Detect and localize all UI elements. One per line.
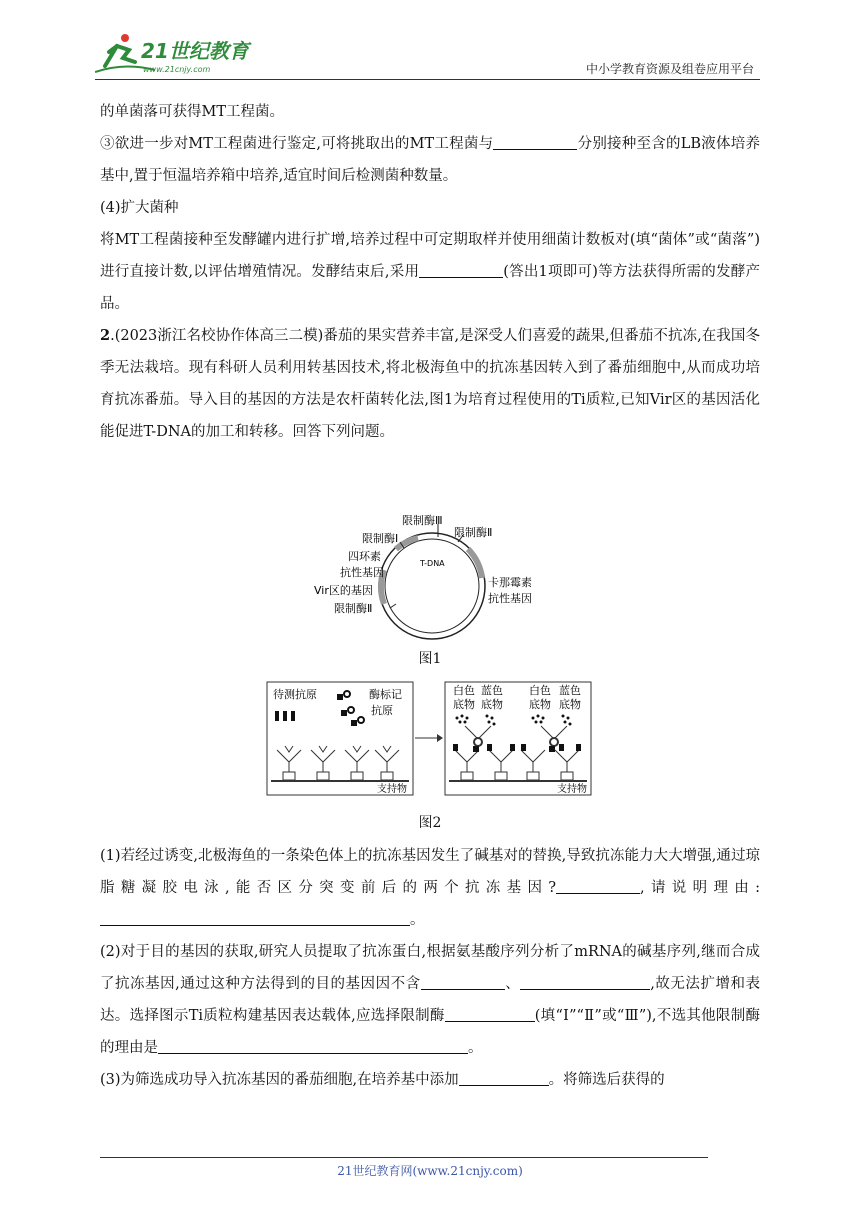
problem-number: 2 xyxy=(100,327,111,344)
figure-2-caption: 图2 xyxy=(418,815,442,831)
label-antigen: 待测抗原 xyxy=(273,688,317,701)
page-footer: 21世纪教育网(www.21cnjy.com) xyxy=(337,1164,523,1178)
answer-blank[interactable] xyxy=(445,1007,535,1023)
answer-blank[interactable] xyxy=(158,1039,468,1055)
answer-blank[interactable] xyxy=(421,975,505,991)
figure-2-elisa xyxy=(265,680,595,800)
label-enzyme-2-bottom: 限制酶Ⅱ xyxy=(334,602,373,615)
answer-blank[interactable] xyxy=(419,263,503,279)
question-4: 将MT工程菌接种至发酵罐内进行扩增,培养过程中可定期取样并使用细菌计数板对(填“菌体”或“菌落”)进行直接计数,以评估增殖情况。发酵结束后,采用 (答出1项即可)等方法获得所需的发酵产品。 xyxy=(100,232,760,312)
footer-divider xyxy=(100,1157,708,1158)
label-enzyme-tag-2: 抗原 xyxy=(371,704,393,717)
label-kanamycin-2: 抗性基因 xyxy=(488,592,532,605)
label-white-substrate-4: 底物 xyxy=(529,698,551,711)
label-white-substrate-2: 底物 xyxy=(453,698,475,711)
header-divider xyxy=(95,79,760,80)
label-tdna: T-DNA xyxy=(420,559,445,568)
kanamycin-region xyxy=(468,549,482,578)
label-enzyme-tag-1: 酶标记 xyxy=(369,688,402,701)
label-kanamycin-1: 卡那霉素 xyxy=(488,576,532,589)
page-header xyxy=(95,32,760,80)
label-tetracycline-1: 四环素 xyxy=(348,550,381,563)
answer-blank[interactable] xyxy=(100,911,410,927)
sub-question-2: (2)对于目的基因的获取,研究人员提取了抗冻蛋白,根据氨基酸序列分析了mRNA的碱基序列,继而合成了抗冻基因,通过这种方法得到的目的基因因不含 、 ,故无法扩增和表达。选择图示Ti质粒构建基因表达载体,应选择限制酶 (填“Ⅰ”“Ⅱ”或“Ⅲ”),不选其他限制酶的理由是 。 xyxy=(100,944,761,1056)
label-vir: Vir区的基因 xyxy=(314,584,373,597)
answer-blank[interactable] xyxy=(520,975,650,991)
sub-question-3: (3)为筛选成功导入抗冻基因的番茄细胞,在培养基中添加 。将筛选后获得的 xyxy=(100,1072,665,1088)
document-body xyxy=(100,96,760,448)
label-support-left: 支持物 xyxy=(377,784,407,795)
answer-blank[interactable] xyxy=(493,135,577,151)
question-3: ③欲进一步对MT工程菌进行鉴定,可将挑取出的MT工程菌与 分别接种至含的LB液体培养基中,置于恒温培养箱中培养,适宜时间后检测菌种数量。 xyxy=(100,136,760,184)
text-line: 的单菌落可获得MT工程菌。 xyxy=(100,104,285,120)
label-enzyme-3: 限制酶Ⅲ xyxy=(402,514,443,527)
label-blue-substrate-3: 蓝色 xyxy=(559,684,581,697)
figure-1-caption: 图1 xyxy=(418,651,442,667)
label-enzyme-1: 限制酶Ⅰ xyxy=(362,532,399,545)
logo-url: www.21cnjy.com xyxy=(143,65,211,74)
figure-1-ti-plasmid xyxy=(300,508,560,648)
platform-name: 中小学教育资源及组卷应用平台 xyxy=(585,62,754,76)
problem-2-stem: 2.(2023浙江名校协作体高三二模)番茄的果实营养丰富,是深受人们喜爱的蔬果,但番茄不抗冻,在我国冬季无法栽培。现有科研人员利用转基因技术,将北极海鱼中的抗冻基因转入到了番茄细胞中,从而成功培育抗冻番茄。导入目的基因的方法是农杆菌转化法,图1为培育过程使用的Ti质粒,已知Vir区的基因活化能促进T-DNA的加工和转移。回答下列问题。 xyxy=(100,327,761,440)
site-logo xyxy=(95,32,265,76)
logo-text: 21世纪教育 xyxy=(141,39,249,63)
label-blue-substrate-2: 底物 xyxy=(481,698,503,711)
answer-blank[interactable] xyxy=(459,1071,549,1087)
label-enzyme-2-top: 限制酶Ⅱ xyxy=(454,526,493,539)
label-blue-substrate-4: 底物 xyxy=(559,698,581,711)
problem-source: .(2023浙江名校协作体高三二模) xyxy=(110,328,324,344)
answer-blank[interactable] xyxy=(556,879,640,895)
sub-question-1: (1)若经过诱变,北极海鱼的一条染色体上的抗冻基因发生了碱基对的替换,导致抗冻能力大大增强,通过琼脂糖凝胶电泳,能否区分突变前后的两个抗冻基因? ,请说明理由:。 xyxy=(100,848,760,928)
label-blue-substrate-1: 蓝色 xyxy=(481,684,503,697)
sub-questions xyxy=(100,840,760,1096)
question-4-title: (4)扩大菌种 xyxy=(100,200,179,216)
tetracycline-region xyxy=(396,538,418,549)
label-white-substrate-3: 白色 xyxy=(529,684,551,697)
label-white-substrate-1: 白色 xyxy=(453,684,475,697)
label-tetracycline-2: 抗性基因 xyxy=(340,566,384,579)
label-support-right: 支持物 xyxy=(557,784,587,795)
